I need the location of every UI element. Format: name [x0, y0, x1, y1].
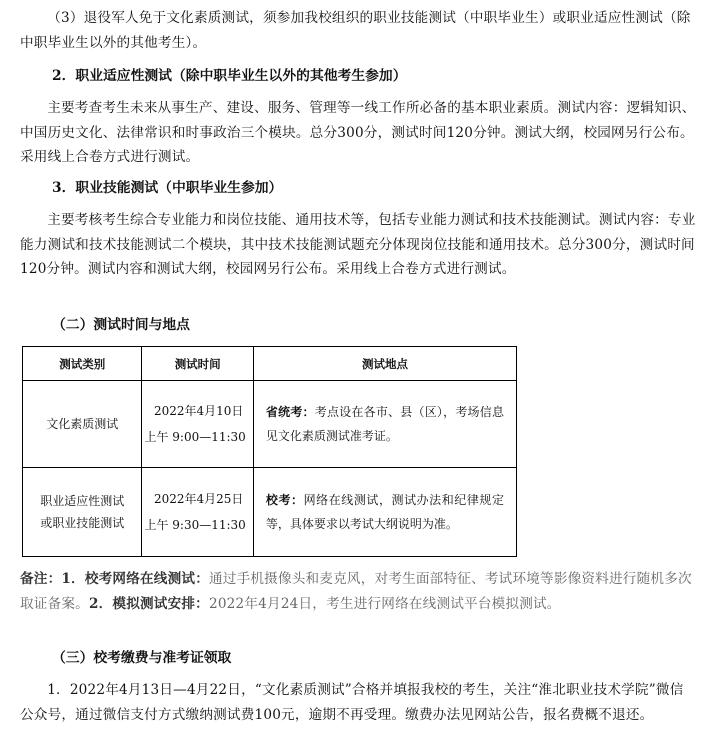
section-2-body: 主要考查考生未来从事生产、建设、服务、管理等一线工作所必备的基本职业素质。测试内容：逻辑知识、中国历史文化、法律常识和时事政治三个模块。总分300分，测试时间120分钟。测试大纲，校园网另行公布。采用线上合卷方式进行测试。: [20, 100, 696, 165]
header-time: 测试时间: [142, 347, 253, 381]
row-time-range: 上午 9:30—11:30: [144, 518, 246, 532]
note-paragraph: [20, 567, 696, 616]
row-date: 2022年4月10日: [153, 404, 244, 418]
section-3-heading: 3．职业技能测试（中职毕业生参加）: [52, 180, 283, 196]
row-category: [23, 468, 142, 557]
location-label: 校考：: [265, 493, 304, 507]
note-item2-text: 2022年4月24日，考生进行网络在线测试平台模拟测试。: [208, 595, 561, 612]
row-location: [253, 381, 516, 468]
location-label: 省统考：: [265, 405, 315, 419]
note-item2-label: 2．模拟测试安排：: [88, 595, 209, 612]
time-place-heading: （二）测试时间与地点: [52, 317, 190, 333]
fee-heading: （三）校考缴费与准考证领取: [52, 650, 232, 666]
header-location: 测试地点: [253, 347, 516, 381]
table-row: [23, 381, 517, 468]
table-row: [23, 468, 517, 557]
location-text: 网络在线测试，测试办法和纪律规定等，具体要求以考试大纲说明为准。: [265, 493, 504, 531]
row-category: 文化素质测试: [23, 381, 142, 468]
note-item1-label: 1．校考网络在线测试：: [61, 571, 209, 587]
row-time: [142, 468, 253, 557]
header-category: 测试类别: [23, 347, 142, 381]
row-category-line2: 或职业技能测试: [40, 516, 125, 530]
note-item1-text: 通过手机摄像头和麦克风，对考生面部特征、考试环境等影像资料进行随机多次取证备案。: [20, 571, 692, 612]
note-label: 备注：: [20, 571, 62, 587]
section-2-heading: 2．职业适应性测试（除中职毕业生以外的其他考生参加）: [52, 68, 407, 84]
row-time: [142, 381, 253, 468]
table-header-row: [23, 347, 517, 381]
row-category-line1: 职业适应性测试: [40, 494, 125, 508]
section-3-body: 主要考核考生综合专业能力和岗位技能、通用技术等，包括专业能力测试和技术技能测试。测试内容：专业能力测试和技术技能测试二个模块，其中技术技能测试题充分体现岗位技能和通用技术。总分300分，测试时间120分钟。测试内容和测试大纲，校园网另行公布。采用线上合卷方式进行测试。: [20, 212, 696, 277]
schedule-table: [22, 346, 517, 557]
location-text: 考点设在各市、县（区），考场信息见文化素质测试准考证。: [265, 405, 504, 443]
veterans-paragraph: （3）退役军人免于文化素质测试，须参加我校组织的职业技能测试（中职毕业生）或职业适应性测试（除中职毕业生以外的其他考生）。: [20, 10, 691, 51]
row-date: 2022年4月25日: [153, 492, 244, 506]
fee-paragraph: 1．2022年4月13日—4月22日，“文化素质测试”合格并填报我校的考生，关注“淮北职业技术学院”微信公众号，通过微信支付方式缴纳测试费100元，逾期不再受理。缴费办法见网站公告，报名费概不退还。: [20, 682, 684, 723]
row-time-range: 上午 9:00—11:30: [144, 430, 246, 444]
row-location: [253, 468, 516, 557]
